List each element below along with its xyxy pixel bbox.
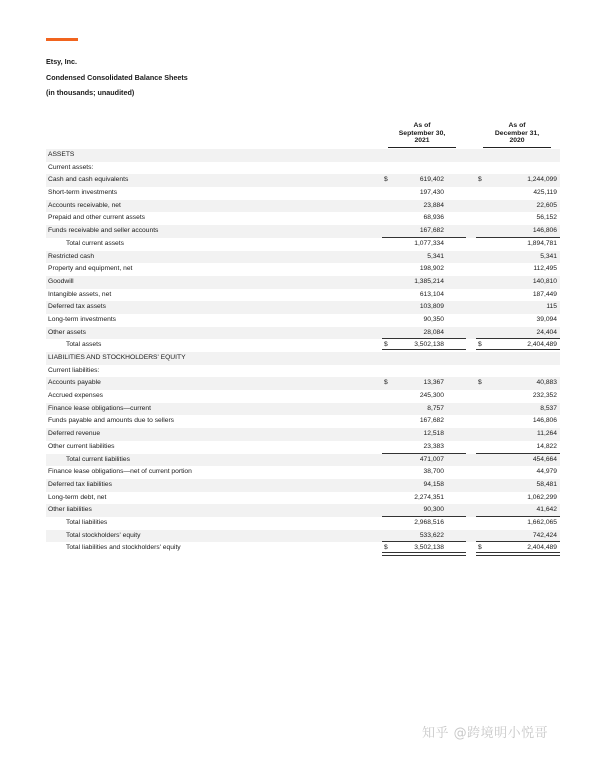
table-row xyxy=(46,339,560,352)
value-sep-2021: 90,300 xyxy=(423,506,444,514)
value-sep-2021: 12,518 xyxy=(423,430,444,438)
row-label: Deferred tax assets xyxy=(48,303,106,311)
value-dec-2020: 39,094 xyxy=(536,315,557,323)
value-sep-2021: 5,341 xyxy=(427,252,444,260)
table-row xyxy=(46,479,560,492)
row-label: Total liabilities xyxy=(66,518,108,526)
value-dec-2020: 5,341 xyxy=(540,252,557,260)
row-label: Cash and cash equivalents xyxy=(48,176,129,184)
table-row xyxy=(46,187,560,200)
row-label: LIABILITIES AND STOCKHOLDERS' EQUITY xyxy=(48,354,186,361)
row-label: Short-term investments xyxy=(48,189,118,197)
value-dec-2020: 425,119 xyxy=(533,189,557,197)
value-dec-2020: 44,979 xyxy=(536,468,557,476)
value-sep-2021: 28,084 xyxy=(423,328,444,336)
table-row xyxy=(46,365,560,378)
value-sep-2021: 167,682 xyxy=(419,417,444,425)
table-row xyxy=(46,352,560,365)
value-dec-2020: 56,152 xyxy=(536,214,557,222)
value-dec-2020: 742,424 xyxy=(532,531,557,539)
value-dec-2020: 11,264 xyxy=(537,430,557,438)
currency-symbol: $ xyxy=(384,341,388,349)
table-row xyxy=(46,415,560,428)
table-row xyxy=(46,314,560,327)
brand-accent-bar xyxy=(46,38,78,41)
table-row xyxy=(46,530,560,543)
value-dec-2020: 187,449 xyxy=(532,290,557,298)
value-dec-2020: 8,537 xyxy=(540,404,557,412)
value-sep-2021: 23,884 xyxy=(423,201,444,209)
value-sep-2021: 613,104 xyxy=(419,290,444,298)
row-label: ASSETS xyxy=(48,151,75,158)
row-label: Intangible assets, net xyxy=(48,290,112,298)
currency-symbol: $ xyxy=(384,176,388,184)
watermark-text: 知乎 @跨境明小悦哥 xyxy=(422,726,549,741)
row-label: Total assets xyxy=(66,341,102,349)
row-label: Other current liabilities xyxy=(48,442,115,450)
column-header-sep-2021 xyxy=(388,122,456,148)
row-label: Total current assets xyxy=(66,239,124,247)
row-label: Total current liabilities xyxy=(66,455,130,463)
table-row xyxy=(46,327,560,340)
row-label: Funds payable and amounts due to sellers xyxy=(48,417,175,425)
value-sep-2021: 3,502,138 xyxy=(414,341,444,349)
value-sep-2021: 23,383 xyxy=(423,442,444,450)
column-header-line: 2021 xyxy=(414,137,430,144)
column-header-line: 2020 xyxy=(509,137,525,144)
value-sep-2021: 2,968,516 xyxy=(414,518,444,526)
table-row xyxy=(46,238,560,251)
currency-symbol: $ xyxy=(478,379,482,387)
value-dec-2020: 1,894,781 xyxy=(527,239,557,247)
currency-symbol: $ xyxy=(478,544,482,552)
balance-sheet-table xyxy=(46,149,560,555)
value-dec-2020: 24,404 xyxy=(536,328,557,336)
value-sep-2021: 197,430 xyxy=(419,189,444,197)
value-dec-2020: 454,664 xyxy=(532,455,557,463)
table-row xyxy=(46,441,560,454)
column-header-line: September 30, xyxy=(398,129,446,137)
value-dec-2020: 2,404,489 xyxy=(527,341,557,349)
table-row xyxy=(46,149,560,162)
table-row xyxy=(46,276,560,289)
currency-symbol: $ xyxy=(384,379,388,387)
value-sep-2021: 90,350 xyxy=(423,315,444,323)
row-label: Long-term debt, net xyxy=(48,493,107,501)
row-label: Finance lease obligations—current xyxy=(48,404,151,412)
value-sep-2021: 3,502,138 xyxy=(414,544,444,552)
currency-symbol: $ xyxy=(478,176,482,184)
row-label: Funds receivable and seller accounts xyxy=(48,227,159,235)
row-label: Accounts receivable, net xyxy=(48,201,121,209)
value-dec-2020: 40,883 xyxy=(536,379,557,387)
table-row xyxy=(46,403,560,416)
value-dec-2020: 1,062,299 xyxy=(527,493,557,501)
table-row xyxy=(46,212,560,225)
currency-symbol: $ xyxy=(384,544,388,552)
value-sep-2021: 167,682 xyxy=(419,227,444,235)
value-dec-2020: 115 xyxy=(546,303,557,311)
value-sep-2021: 13,367 xyxy=(423,379,444,387)
row-label: Property and equipment, net xyxy=(48,265,133,273)
table-row xyxy=(46,542,560,555)
table-row xyxy=(46,492,560,505)
table-row xyxy=(46,301,560,314)
table-row xyxy=(46,428,560,441)
value-sep-2021: 68,936 xyxy=(423,214,444,222)
table-row xyxy=(46,162,560,175)
value-dec-2020: 146,806 xyxy=(532,227,557,235)
value-sep-2021: 471,007 xyxy=(419,455,444,463)
value-dec-2020: 1,662,065 xyxy=(527,518,557,526)
value-sep-2021: 619,402 xyxy=(419,176,444,184)
table-row xyxy=(46,263,560,276)
value-dec-2020: 112,495 xyxy=(533,265,557,273)
table-row xyxy=(46,289,560,302)
row-label: Prepaid and other current assets xyxy=(48,214,146,222)
table-row xyxy=(46,454,560,467)
value-sep-2021: 8,757 xyxy=(427,404,444,412)
row-label: Other liabilities xyxy=(48,506,92,514)
row-label: Deferred revenue xyxy=(48,430,101,438)
row-label: Current liabilities: xyxy=(48,366,100,374)
value-sep-2021: 1,385,214 xyxy=(414,277,444,285)
value-sep-2021: 38,700 xyxy=(423,468,444,476)
value-dec-2020: 41,642 xyxy=(536,506,557,514)
value-dec-2020: 1,244,099 xyxy=(527,176,557,184)
table-row xyxy=(46,390,560,403)
row-label: Current assets: xyxy=(48,163,94,171)
value-sep-2021: 94,158 xyxy=(423,480,444,488)
column-header-line: December 31, xyxy=(494,129,540,137)
currency-symbol: $ xyxy=(478,341,482,349)
value-sep-2021: 2,274,351 xyxy=(414,493,444,501)
row-label: Other assets xyxy=(48,328,86,336)
table-row xyxy=(46,225,560,238)
value-dec-2020: 2,404,489 xyxy=(527,544,557,552)
value-sep-2021: 245,300 xyxy=(419,392,444,400)
value-dec-2020: 14,822 xyxy=(536,442,557,450)
value-sep-2021: 103,809 xyxy=(419,303,444,311)
value-dec-2020: 22,605 xyxy=(536,201,557,209)
column-header-line: As of xyxy=(413,122,431,129)
statement-title: Condensed Consolidated Balance Sheets xyxy=(46,73,188,82)
table-row xyxy=(46,200,560,213)
table-row xyxy=(46,466,560,479)
table-row xyxy=(46,517,560,530)
table-row xyxy=(46,174,560,187)
company-name: Etsy, Inc. xyxy=(46,57,78,66)
column-header-dec-2020 xyxy=(483,122,551,148)
value-dec-2020: 58,481 xyxy=(536,480,557,488)
table-row xyxy=(46,251,560,264)
value-sep-2021: 1,077,334 xyxy=(414,239,444,247)
row-label: Accrued expenses xyxy=(48,392,104,400)
value-dec-2020: 146,806 xyxy=(532,417,557,425)
row-label: Accounts payable xyxy=(48,379,101,387)
table-row xyxy=(46,377,560,390)
row-label: Deferred tax liabilities xyxy=(48,480,112,488)
row-label: Long-term investments xyxy=(48,315,117,323)
value-sep-2021: 533,622 xyxy=(419,531,444,539)
row-label: Goodwill xyxy=(48,277,74,285)
statement-subtitle: (in thousands; unaudited) xyxy=(46,88,135,97)
value-sep-2021: 198,902 xyxy=(419,265,444,273)
row-label: Total liabilities and stockholders' equity xyxy=(66,544,181,552)
column-header-line: As of xyxy=(508,122,526,129)
row-label: Restricted cash xyxy=(48,252,95,260)
value-dec-2020: 140,810 xyxy=(532,277,557,285)
value-dec-2020: 232,352 xyxy=(532,392,557,400)
row-label: Total stockholders' equity xyxy=(66,531,141,539)
table-row xyxy=(46,504,560,517)
row-label: Finance lease obligations—net of current portion xyxy=(48,468,192,476)
